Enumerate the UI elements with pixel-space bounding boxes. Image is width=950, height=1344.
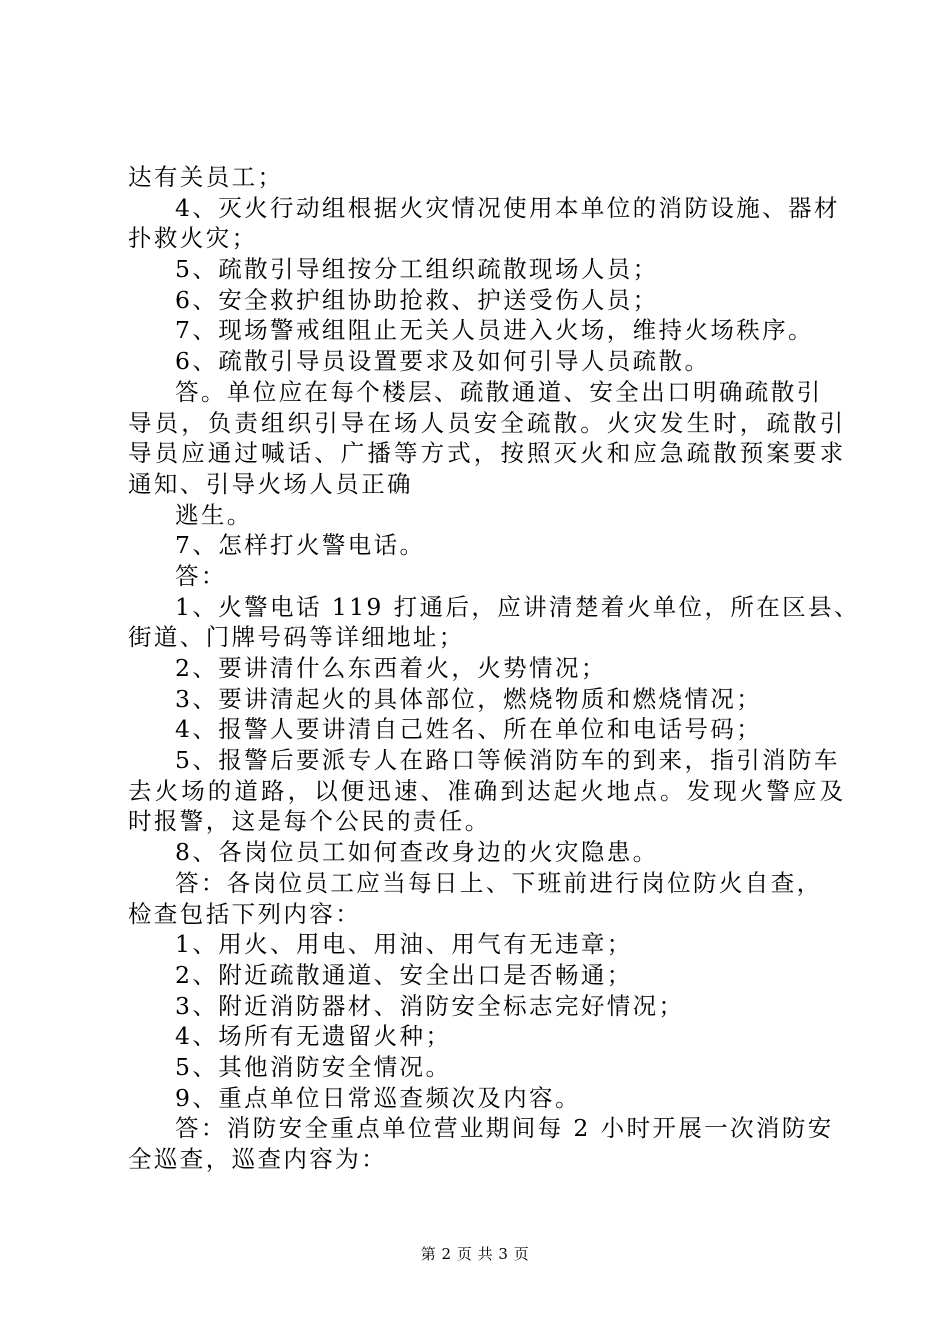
text-line: 8、各岗位员工如何查改身边的火灾隐患。 [175, 838, 659, 867]
text-line: 导员，负责组织引导在场人员安全疏散。火灾发生时，疏散引 [128, 408, 847, 437]
text-line: 5、疏散引导组按分工组织疏散现场人员； [175, 255, 659, 284]
page-number-footer: 第 2 页 共 3 页 [420, 1245, 530, 1263]
text-line: 4、报警人要讲清自己姓名、所在单位和电话号码； [175, 715, 763, 744]
text-line: 通知、引导火场人员正确 [128, 469, 413, 498]
text-line: 3、要讲清起火的具体部位，燃烧物质和燃烧情况； [175, 684, 763, 713]
text-line: 1、火警电话 119 打通后，应讲清楚着火单位，所在区县、 [175, 592, 860, 621]
text-line: 6、疏散引导员设置要求及如何引导人员疏散。 [175, 347, 711, 376]
text-line: 7、怎样打火警电话。 [175, 531, 426, 560]
text-line: 扑救火灾； [128, 224, 258, 253]
text-line: 4、场所有无遗留火种； [175, 1022, 452, 1051]
text-line: 答。单位应在每个楼层、疏散通道、安全出口明确疏散引 [175, 377, 823, 406]
text-line: 答： [175, 561, 227, 590]
text-line: 5、其他消防安全情况。 [175, 1052, 452, 1081]
text-line: 答：消防安全重点单位营业期间每 2 小时开展一次消防安 [175, 1114, 834, 1143]
text-line: 答：各岗位员工应当每日上、下班前进行岗位防火自查， [175, 868, 823, 897]
document-body [128, 162, 860, 1175]
text-line: 3、附近消防器材、消防安全标志完好情况； [175, 991, 685, 1020]
text-line: 达有关员工； [128, 163, 284, 191]
text-line: 9、重点单位日常巡查频次及内容。 [175, 1083, 581, 1112]
text-line: 2、附近疏散通道、安全出口是否畅通； [175, 960, 633, 989]
text-line: 1、用火、用电、用油、用气有无违章； [175, 930, 633, 959]
text-line: 7、现场警戒组阻止无关人员进入火场，维持火场秩序。 [175, 316, 814, 345]
text-line: 全巡查，巡查内容为： [128, 1145, 387, 1173]
text-line: 4、灭火行动组根据火灾情况使用本单位的消防设施、器材 [175, 193, 840, 222]
text-line: 6、安全救护组协助抢救、护送受伤人员； [175, 285, 659, 314]
text-line: 检查包括下列内容： [128, 899, 362, 928]
text-line: 5、报警后要派专人在路口等候消防车的到来，指引消防车 [175, 746, 840, 775]
text-line: 2、要讲清什么东西着火，火势情况； [175, 654, 607, 682]
text-line: 时报警，这是每个公民的责任。 [128, 807, 491, 836]
text-line: 逃生。 [175, 500, 253, 529]
text-line: 街道、门牌号码等详细地址； [128, 623, 465, 652]
text-line: 去火场的道路，以便迅速、准确到达起火地点。发现火警应及 [128, 776, 847, 805]
text-line: 导员应通过喊话、广播等方式，按照灭火和应急疏散预案要求 [128, 439, 847, 468]
